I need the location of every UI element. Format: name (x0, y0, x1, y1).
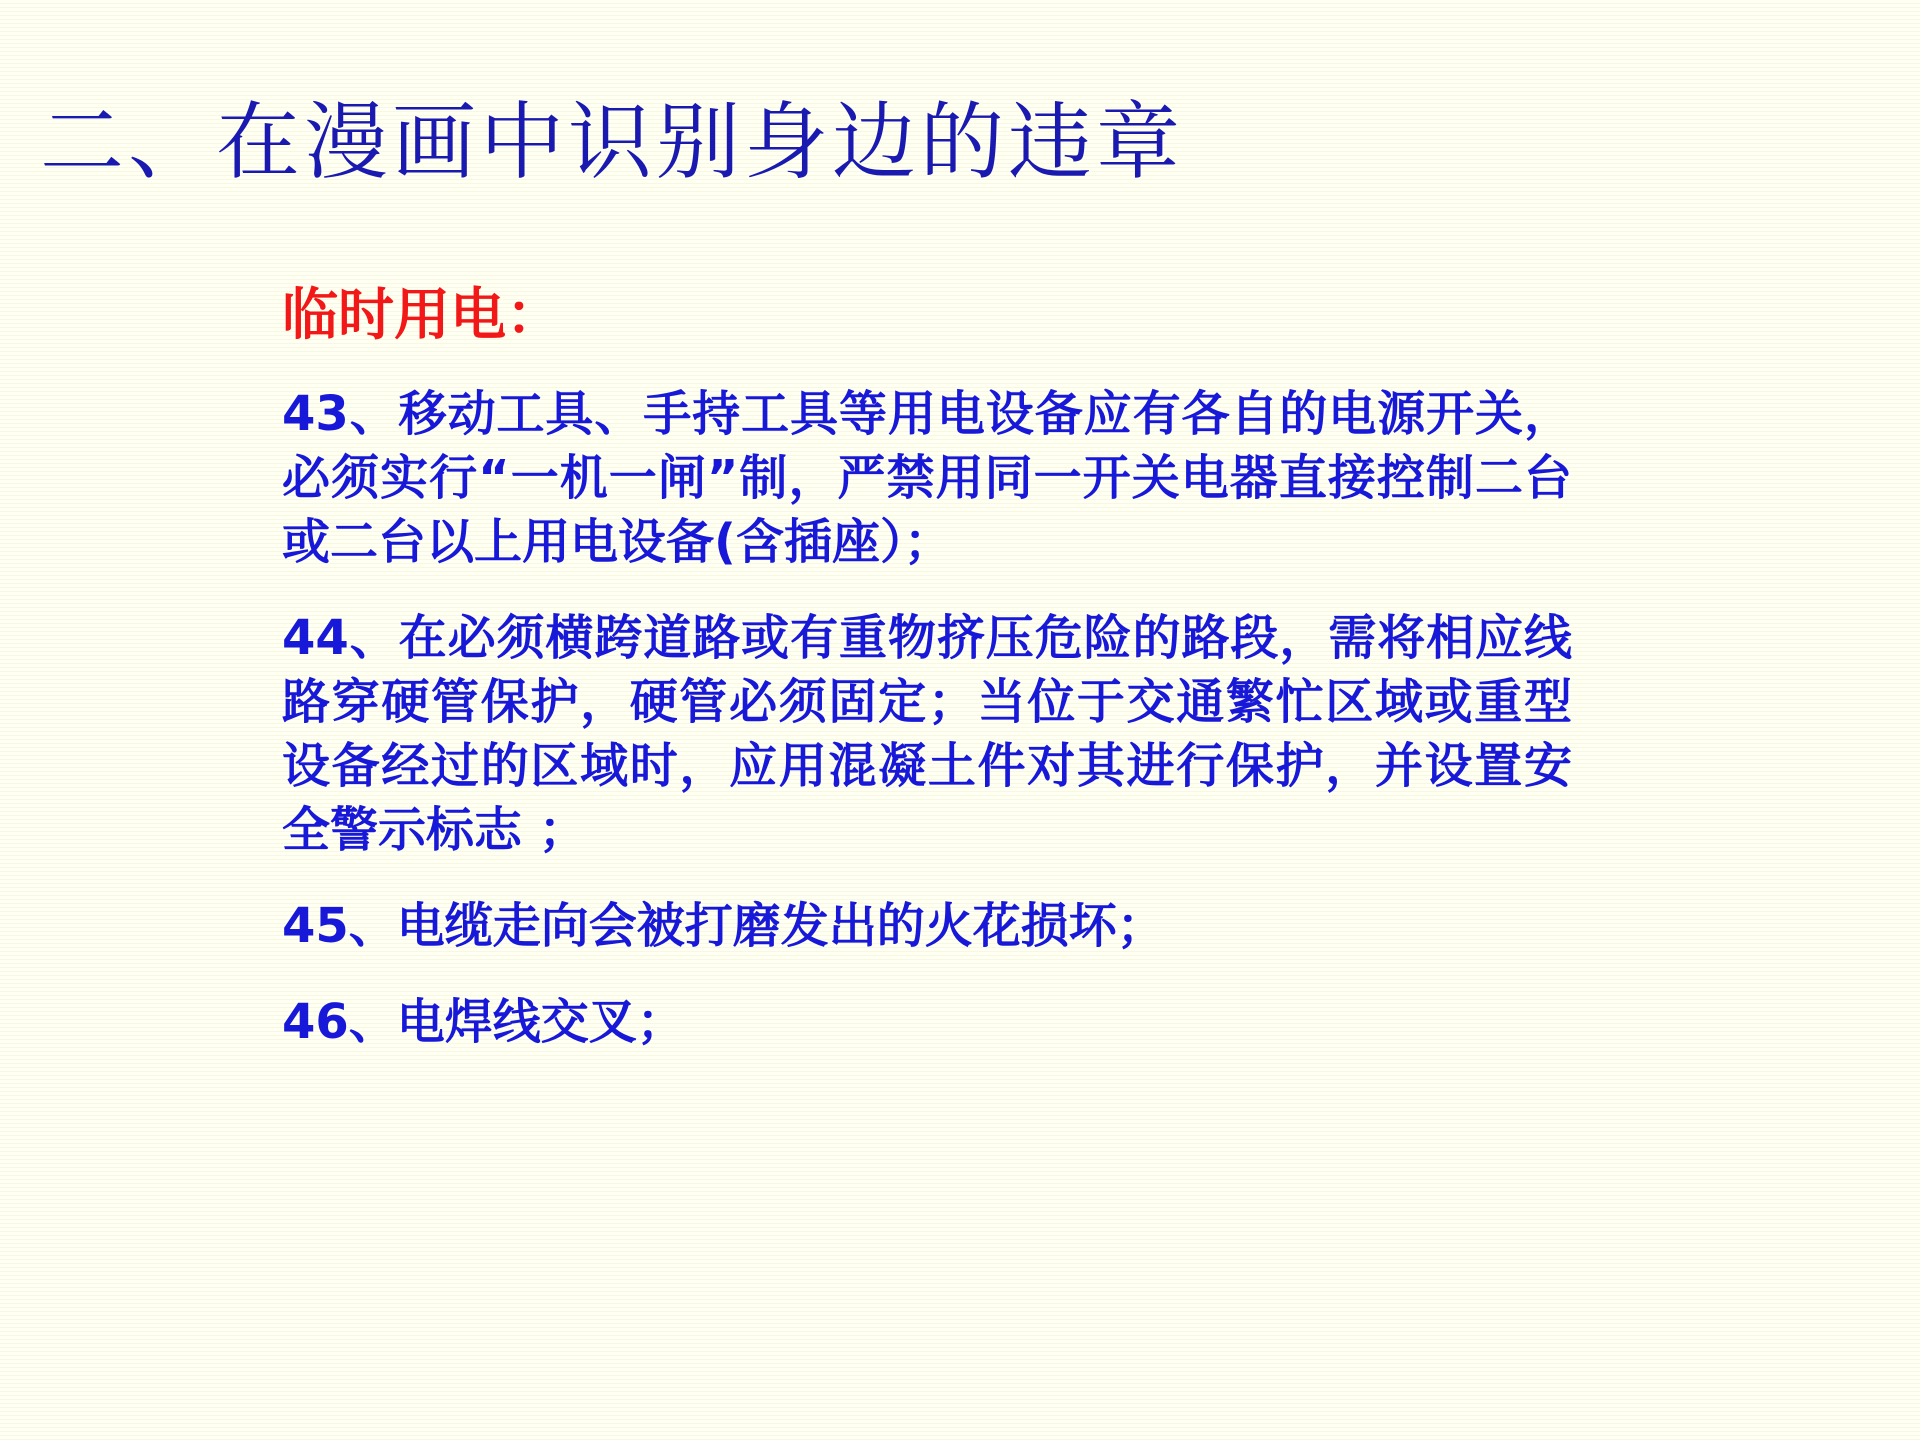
rule-item-46: 46、电焊线交叉； (282, 994, 685, 1050)
rule-item-43: 43、移动工具、手持工具等用电设备应有各自的电源开关，必须实行“一机一闸”制，严禁用同一开关电器直接控制二台或二台以上用电设备(含插座）； (282, 386, 1572, 570)
rule-item-45: 45、电缆走向会被打磨发出的火花损坏； (282, 898, 1165, 954)
content-area (282, 278, 1572, 1086)
rule-item-44: 44、在必须横跨道路或有重物挤压危险的路段，需将相应线路穿硬管保护，硬管必须固定；当位于交通繁忙区域或重型设备经过的区域时，应用混凝土件对其进行保护，并设置安全警示标志 ； (282, 610, 1572, 858)
slide-title: 二、在漫画中识别身边的违章 (40, 93, 1185, 191)
section-heading: 临时用电： (282, 283, 562, 348)
